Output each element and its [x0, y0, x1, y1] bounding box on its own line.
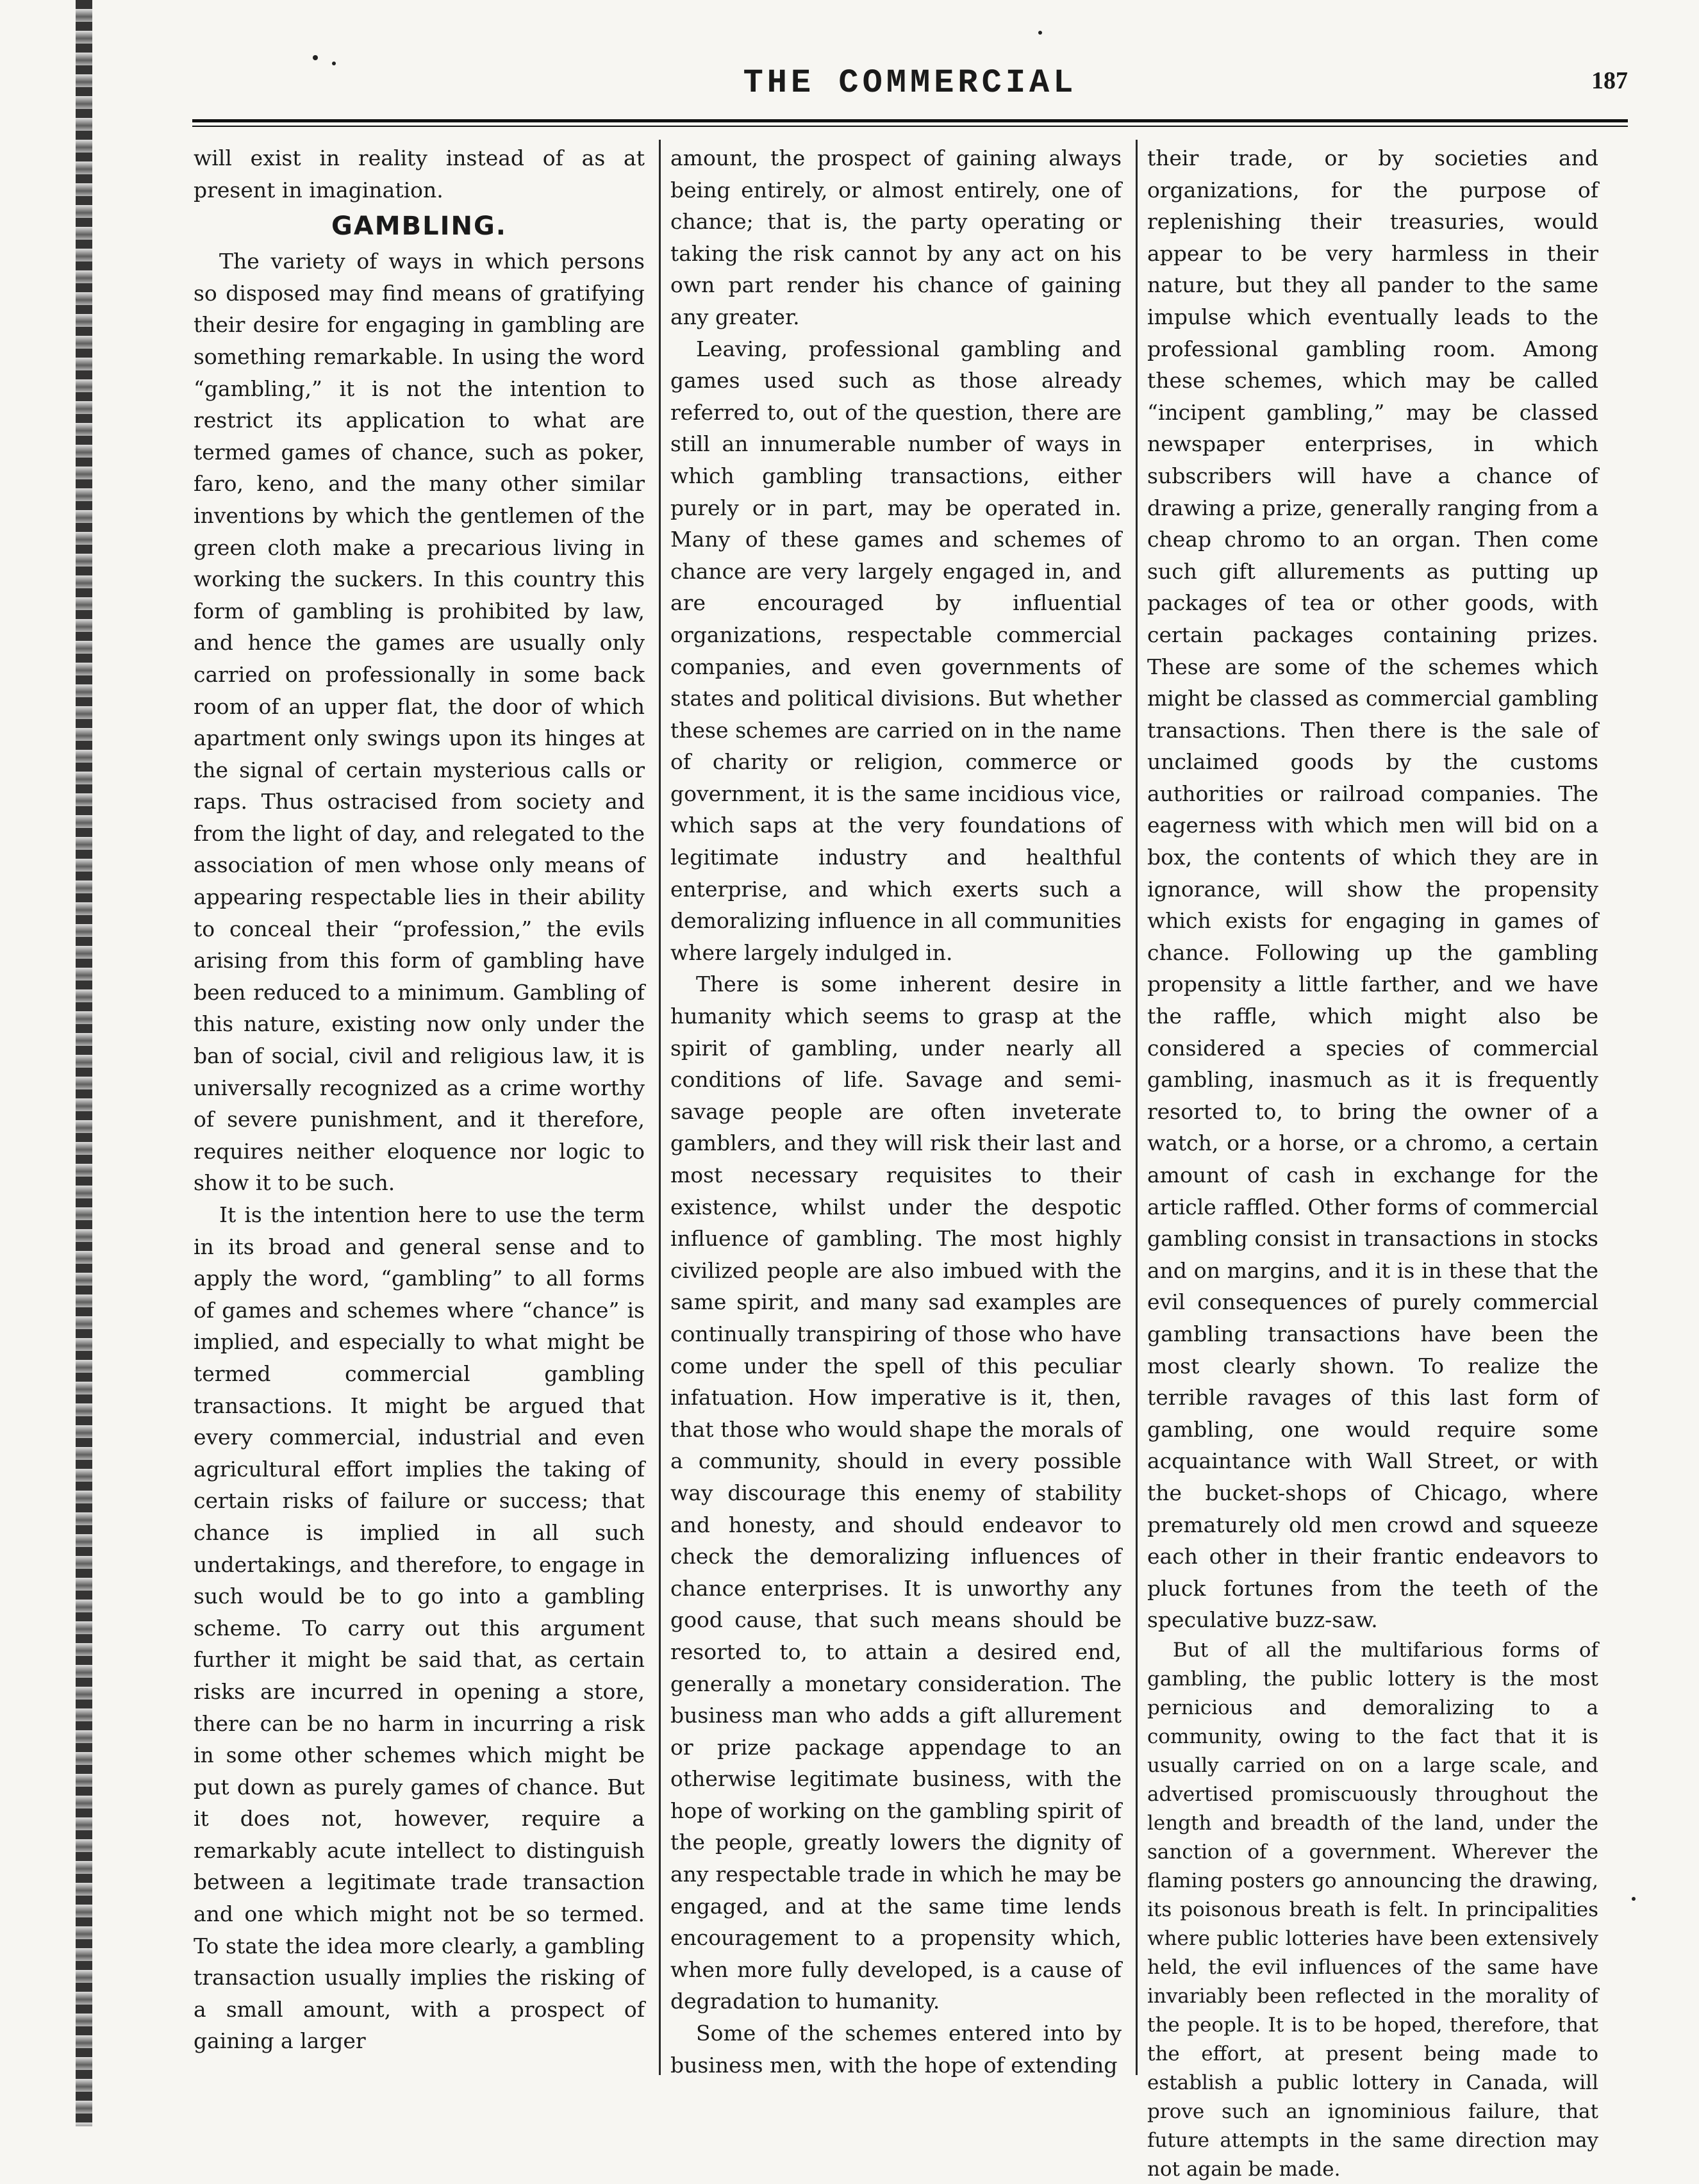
article-paragraph: It is the intention here to use the term in its broad and general sense and to apply the word, “gambling” to all forms of games and schemes where “chance” is implied, and especially to what might be termed commercial gambling transactions. It might be argued that every commercial, industrial and even agricultural effort implies the taking of certain risks of failure or success; that chance is implied in all such undertakings, and therefore, to engage in such would be to go into a gambling scheme. To carry out this argument further it might be said that, as certain risks are incurred in opening a store, there can be no harm in incurring a risk in some other schemes which might be put down as purely games of chance. But it does not, however, require a remarkably acute intellect to distinguish between a legitimate trade transaction and one which might not be so termed. To state the idea more clearly, a gambling transaction usually implies the risking of a small amount, with a prospect of gaining a larger: [194, 1202, 645, 2054]
article-column-1: [194, 142, 645, 2057]
continuation-paragraph: will exist in reality instead of as at present in imagination.: [194, 145, 645, 203]
scan-speck: [1632, 1897, 1636, 1901]
column-divider-right: [1136, 140, 1138, 2075]
column-divider-left: [659, 140, 661, 2075]
continuation-paragraph: amount, the prospect of gaining always being entirely, or almost entirely, one of chance; that is, the party operating or taking the risk cannot by any act on his own part render his chance of gaining any greater.: [670, 145, 1122, 329]
article-column-3: [1147, 142, 1598, 2184]
page-number: 187: [1591, 67, 1628, 94]
article-heading: GAMBLING.: [331, 211, 507, 242]
continuation-paragraph: their trade, or by societies and organizations, for the purpose of replenishing their treasuries, would appear to be very harmless in their nature, but they all pander to the same impulse which eventually leads to the professional gambling room. Among these schemes, which may be called “incipent gambling,” may be classed newspaper enterprises, in which subscribers will have a chance of drawing a prize, generally ranging from a cheap chromo to an organ. Then come such gift allurements as putting up packages of tea or other goods, with certain packages containing prizes. These are some of the schemes which might be classed as commercial gambling transactions. Then there is the sale of unclaimed goods by the customs authorities or railroad companies. The eagerness with which men will bid on a box, the contents of which they are in ignorance, will show the propensity which exists for engaging in games of chance. Following up the gambling propensity a little farther, and we have the raffle, which might also be considered a species of commercial gambling, inasmuch as it is frequently resorted to, to bring the owner of a watch, or a horse, or a chromo, a certain amount of cash in exchange for the article raffled. Other forms of commercial gambling consist in transactions in stocks and on margins, and it is in these that the evil consequences of purely commercial gambling transactions have been the most clearly shown. To realize the terrible ravages of this last form of gambling, one would require some acquaintance with Wall Street, or with the bucket-shops of Chicago, where prematurely old men crowd and squeeze each other in their frantic endeavors to pluck fortunes from the teeth of the speculative buzz-saw.: [1147, 145, 1598, 1633]
scan-speck: [313, 55, 318, 60]
header-rule-thick: [192, 119, 1628, 122]
header-rule-thin: [192, 126, 1628, 127]
scan-speck: [1038, 31, 1042, 35]
masthead-title: THE COMMERCIAL: [743, 64, 1077, 102]
article-paragraph: Leaving, professional gambling and games used such as those already referred to, out of the question, there are still an innumerable number of ways in which gambling transactions, either purely or in part, may be operated in. Many of these games and schemes of chance are very largely engaged in, and are encouraged by influential organizations, respectable commercial companies, and even governments of states and political divisions. But whether these schemes are carried on in the name of charity or religion, commerce or government, it is the same incidious vice, which saps at the very foundations of legitimate industry and healthful enterprise, and which exerts such a demoralizing influence in all communities where largely indulged in.: [670, 336, 1122, 965]
scan-speck: [332, 62, 336, 65]
article-paragraph: The variety of ways in which persons so disposed may find means of gratifying their desire for engaging in gambling are something remarkable. In using the word “gambling,” it is not the intention to restrict its application to what are termed games of chance, such as poker, faro, keno, and the many other similar inventions by which the gentlemen of the green cloth make a precarious living in working the suckers. In this country this form of gambling is prohibited by law, and hence the games are usually only carried on professionally in some back room of an upper flat, the door of which apartment only swings upon its hinges at the signal of certain mysterious calls or raps. Thus ostracised from society and from the light of day, and relegated to the association of men whose only means of appearing respectable lies in their ability to conceal their “profession,” the evils arising from this form of gambling have been reduced to a minimum. Gambling of this nature, existing now only under the ban of social, civil and religious law, it is universally recognized as a crime worthy of severe punishment, and it therefore, requires neither eloquence nor logic to show it to be such.: [194, 249, 645, 1196]
article-paragraph: There is some inherent desire in humanity which seems to grasp at the spirit of gambling, under nearly all conditions of life. Savage and semi-savage people are often inveterate gamblers, and they will risk their last and most necessary requisites to their existence, whilst under the despotic influence of gambling. The most highly civilized people are also imbued with the same spirit, and many sad examples are continually transpiring of those who have come under the spell of this peculiar infatuation. How imperative is it, then, that those who would shape the morals of a community, should in every possible way discourage this enemy of stability and honesty, and should endeavor to check the demoralizing influences of chance enterprises. It is unworthy any good cause, that such means should be resorted to, to attain a desired end, generally a monetary consideration. The business man who adds a gift allurement or prize package appendage to an otherwise legitimate business, with the hope of working on the gambling spirit of the people, greatly lowers the dignity of any respectable trade in which he may be engaged, and at the same time lends encouragement to a propensity which, when more fully developed, is a cause of degradation to humanity.: [670, 972, 1122, 2014]
article-paragraph: But of all the multifarious forms of gambling, the public lottery is the most pernicious and demoralizing to a community, owing to the fact that it is usually carried on on a large scale, and advertised promiscuously throughout the length and breadth of the land, under the sanction of a government. Wherever the flaming posters go announcing the drawing, its poisonous breath is felt. In principalities where public lotteries have been extensively held, the evil influences of the same have invariably been reflected in the morality of the people. It is to be hoped, therefore, that the effort, at present being made to establish a public lottery in Canada, will prove such an ignominious failure, that future attempts in the same direction may not again be made.: [1147, 1638, 1598, 2181]
article-column-2: [670, 142, 1122, 2081]
article-paragraph: Some of the schemes entered into by business men, with the hope of extending: [670, 2021, 1122, 2078]
scan-binding-edge: [76, 0, 92, 2126]
page-header: [192, 64, 1628, 115]
